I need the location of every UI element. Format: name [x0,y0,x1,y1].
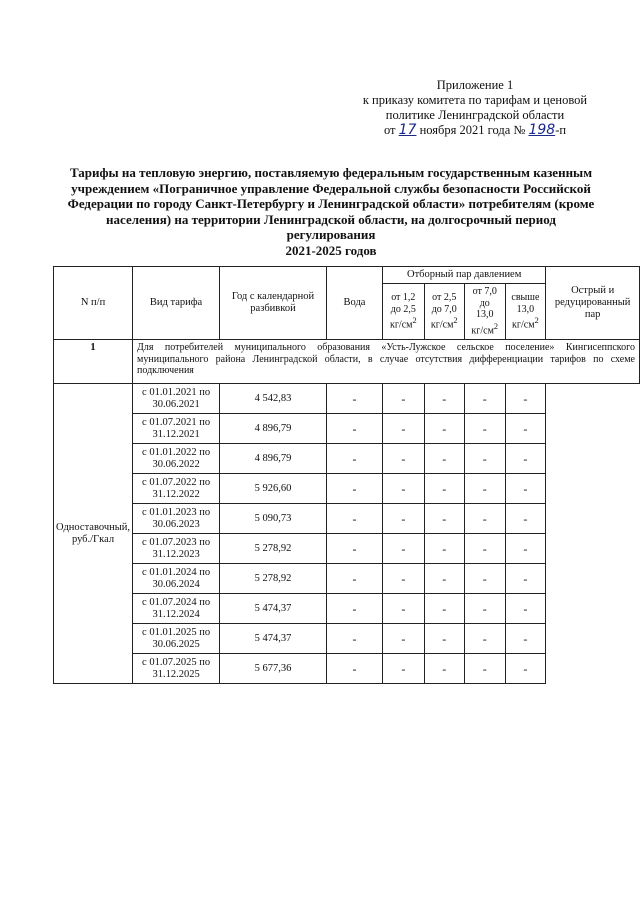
empty-value-dash: - [424,474,464,504]
empty-value-dash: - [326,594,382,624]
empty-value-dash: - [424,594,464,624]
empty-value-dash: - [326,474,382,504]
empty-value-dash: - [424,534,464,564]
row-number: 1 [54,340,133,384]
empty-value-dash: - [424,384,464,414]
empty-value-dash: - [383,654,424,684]
header-row-1 [54,267,640,284]
header-period: Год с календарной разбивкой [220,267,327,340]
empty-value-dash: - [424,414,464,444]
water-value: 5 926,60 [220,474,327,504]
header-steam-3: от 7,0 до 13,0 $кг/см^2$ [464,284,505,340]
water-value: 5 278,92 [220,534,327,564]
tariff-type-label: Одноставочный, руб./Гкал [54,384,133,684]
title-line4: населения) на территории Ленинградской области, на долгосрочный период регулирования [106,211,556,242]
number-suffix: -п [555,123,567,137]
empty-value-dash: - [424,624,464,654]
empty-value-dash: - [505,384,546,414]
document-title [66,165,596,258]
header-steam-group: Отборный пар давлением [383,267,546,284]
period-cell: с 01.07.2023 по 31.12.2023 [133,534,220,564]
period-cell: с 01.07.2024 по 31.12.2024 [133,594,220,624]
period-cell: с 01.01.2023 по 30.06.2023 [133,504,220,534]
empty-value-dash: - [424,654,464,684]
empty-value-dash: - [424,564,464,594]
handwritten-number: 198 [528,122,556,138]
title-line5: 2021-2025 годов [285,242,377,258]
date-middle: ноября 2021 года № [419,123,526,137]
period-cell: с 01.01.2022 по 30.06.2022 [133,444,220,474]
water-value: 4 896,79 [220,444,327,474]
row-description: Для потребителей муниципального образования «Усть-Лужское сельское поселение» Кингисеппского муниципального района Ленинградской области, в случае отсутствия дифференциации тарифов по схеме подключения [133,340,640,384]
empty-value-dash: - [383,624,424,654]
empty-value-dash: - [464,654,505,684]
empty-value-dash: - [383,534,424,564]
empty-value-dash: - [383,594,424,624]
table-row [54,624,640,654]
empty-value-dash: - [505,624,546,654]
header-steam-2: от 2,5 до 7,0 $кг/см^2$ [424,284,464,340]
period-cell: с 01.07.2022 по 31.12.2022 [133,474,220,504]
empty-value-dash: - [464,504,505,534]
water-value: 4 542,83 [220,384,327,414]
period-cell: с 01.07.2025 по 31.12.2025 [133,654,220,684]
header-tariff-type: Вид тарифа [133,267,220,340]
header-water: Вода [326,267,382,340]
tariff-table [53,266,640,684]
empty-value-dash: - [326,624,382,654]
appendix-line3: политике Ленинградской области [385,108,565,122]
empty-value-dash: - [505,654,546,684]
title-line3: Федерации по городу Санкт-Петербургу и Ленинградской области» потребителям (кроме [67,196,595,211]
header-steam-4: свыше 13,0 $кг/см^2$ [505,284,546,340]
date-prefix: от [383,123,396,137]
empty-value-dash: - [326,414,382,444]
table-row [54,534,640,564]
water-value: 5 677,36 [220,654,327,684]
empty-value-dash: - [464,594,505,624]
empty-value-dash: - [464,384,505,414]
empty-value-dash: - [424,444,464,474]
period-cell: с 01.01.2025 по 30.06.2025 [133,624,220,654]
table-row [54,384,640,414]
empty-value-dash: - [383,444,424,474]
header-sharp-steam: Острый и редуцированный пар [546,267,640,340]
empty-value-dash: - [326,444,382,474]
water-value: 5 090,73 [220,504,327,534]
table-row [54,504,640,534]
period-cell: с 01.07.2021 по 31.12.2021 [133,414,220,444]
empty-value-dash: - [383,504,424,534]
empty-value-dash: - [383,414,424,444]
empty-value-dash: - [326,534,382,564]
table-row [54,654,640,684]
empty-value-dash: - [464,474,505,504]
empty-value-dash: - [505,534,546,564]
water-value: 5 474,37 [220,594,327,624]
handwritten-day: 17 [398,122,417,138]
water-value: 5 474,37 [220,624,327,654]
table-row [54,474,640,504]
title-line1: Тарифы на тепловую энергию, поставляемую федеральным государственным казенным [69,165,593,180]
empty-value-dash: - [424,504,464,534]
empty-value-dash: - [326,504,382,534]
header-steam-1: от 1,2 до 2,5 $кг/см^2$ [383,284,424,340]
appendix-header [340,78,610,138]
empty-value-dash: - [464,564,505,594]
empty-value-dash: - [326,564,382,594]
table-row [54,564,640,594]
empty-value-dash: - [383,564,424,594]
appendix-line1: Приложение 1 [436,78,514,92]
empty-value-dash: - [505,444,546,474]
period-cell: с 01.01.2021 по 30.06.2021 [133,384,220,414]
empty-value-dash: - [464,624,505,654]
table-row [54,444,640,474]
water-value: 5 278,92 [220,564,327,594]
empty-value-dash: - [464,414,505,444]
empty-value-dash: - [383,384,424,414]
empty-value-dash: - [464,444,505,474]
appendix-line2: к приказу комитета по тарифам и ценовой [362,93,588,107]
title-line2: учреждением «Пограничное управление Федеральной службы безопасности Российской [71,180,591,196]
table-row [54,594,640,624]
table-row [54,414,640,444]
header-num: N п/п [54,267,133,340]
empty-value-dash: - [505,564,546,594]
empty-value-dash: - [505,414,546,444]
empty-value-dash: - [464,534,505,564]
empty-value-dash: - [383,474,424,504]
empty-value-dash: - [326,654,382,684]
empty-value-dash: - [326,384,382,414]
water-value: 4 896,79 [220,414,327,444]
empty-value-dash: - [505,594,546,624]
description-row [54,340,640,384]
empty-value-dash: - [505,474,546,504]
period-cell: с 01.01.2024 по 30.06.2024 [133,564,220,594]
empty-value-dash: - [505,504,546,534]
appendix-date-line [340,123,610,138]
